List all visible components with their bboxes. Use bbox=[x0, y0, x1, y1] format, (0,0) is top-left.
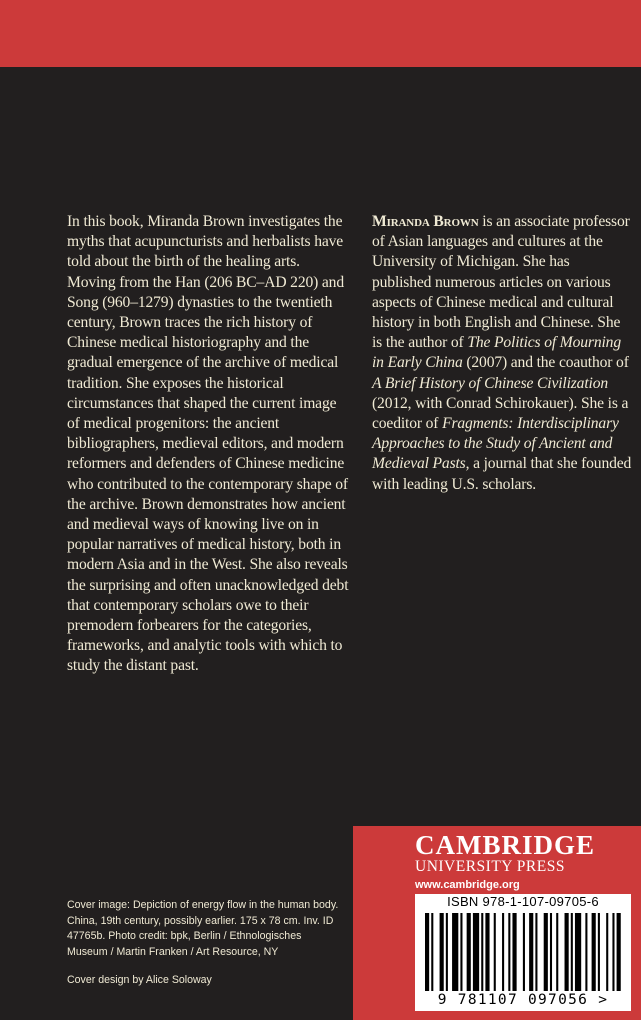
barcode-digits: 9 781107 097056 > bbox=[437, 992, 609, 1008]
journal-title: Fragments: Interdisciplinary Approaches to the Study of Ancient and Medieval Pasts bbox=[372, 415, 619, 473]
bio-text-2: (2007) and the coauthor of bbox=[462, 354, 629, 372]
publisher-url: www.cambridge.org bbox=[415, 879, 520, 891]
book-title-2: A Brief History of Chinese Civilization bbox=[372, 374, 608, 392]
cover-design-credit: Cover design by Alice Soloway bbox=[67, 974, 212, 986]
book-description-text: In this book, Miranda Brown investigates the myths that acupuncturists and herbalists have told about the birth of the healing arts. Moving from the Han (206 BC–AD 220) and Song (960–1279) dynasties to the twentieth century, Brown traces the rich history of Chinese medical historiography and the gradual emergence of the archive of medical tradition. She exposes the historical circumstances that shaped the current image of medical progenitors: the ancient bibliographers, medieval editors, and modern reformers and defenders of Chinese medicine who contributed to the contemporary shape of the archive. Brown demonstrates how ancient and medieval ways of knowing live on in popular narratives of medical history, both in modern Asia and in the West. She also reveals the surprising and often unacknowledged debt that contemporary scholars owe to their premodern forbearers for the categories, frameworks, and analytic tools with which to study the distant past. bbox=[67, 213, 349, 675]
book-title-1: The Politics of Mourning in Early China bbox=[372, 334, 621, 372]
bio-text-4: , a journal that she founded with leading U.S. scholars. bbox=[372, 455, 632, 493]
bio-text-3: (2012, with Conrad Schirokauer). She is a coeditor of bbox=[372, 394, 629, 433]
publisher-block bbox=[353, 826, 641, 1020]
cover-image-credit-text: Cover image: Depiction of energy flow in the human body. China, 19th century, possibly earlier. 175 x 78 cm. Inv. ID 47765b. Photo credit: bpk, Berlin / Ethnologisches Museum / Martin Franken / Art Resource, NY bbox=[67, 899, 339, 958]
isbn-label: ISBN 978-1-107-09705-6 bbox=[447, 894, 599, 909]
author-bio bbox=[372, 212, 632, 495]
isbn-barcode-panel bbox=[415, 894, 631, 1011]
bio-text-1: is an associate professor of Asian languages and cultures at the University of Michigan. She has published numerous articles on various aspects of Chinese medical and cultural history in both English and Chinese. She is the author of bbox=[372, 213, 630, 352]
author-bio-text bbox=[372, 212, 632, 495]
book-description bbox=[67, 212, 349, 677]
cover-image-credit bbox=[67, 898, 342, 960]
barcode-icon bbox=[419, 911, 627, 993]
author-name: Miranda Brown bbox=[372, 213, 479, 230]
top-red-band bbox=[0, 0, 641, 67]
publisher-name: CAMBRIDGE bbox=[415, 830, 596, 860]
publisher-press: UNIVERSITY PRESS bbox=[415, 858, 565, 875]
